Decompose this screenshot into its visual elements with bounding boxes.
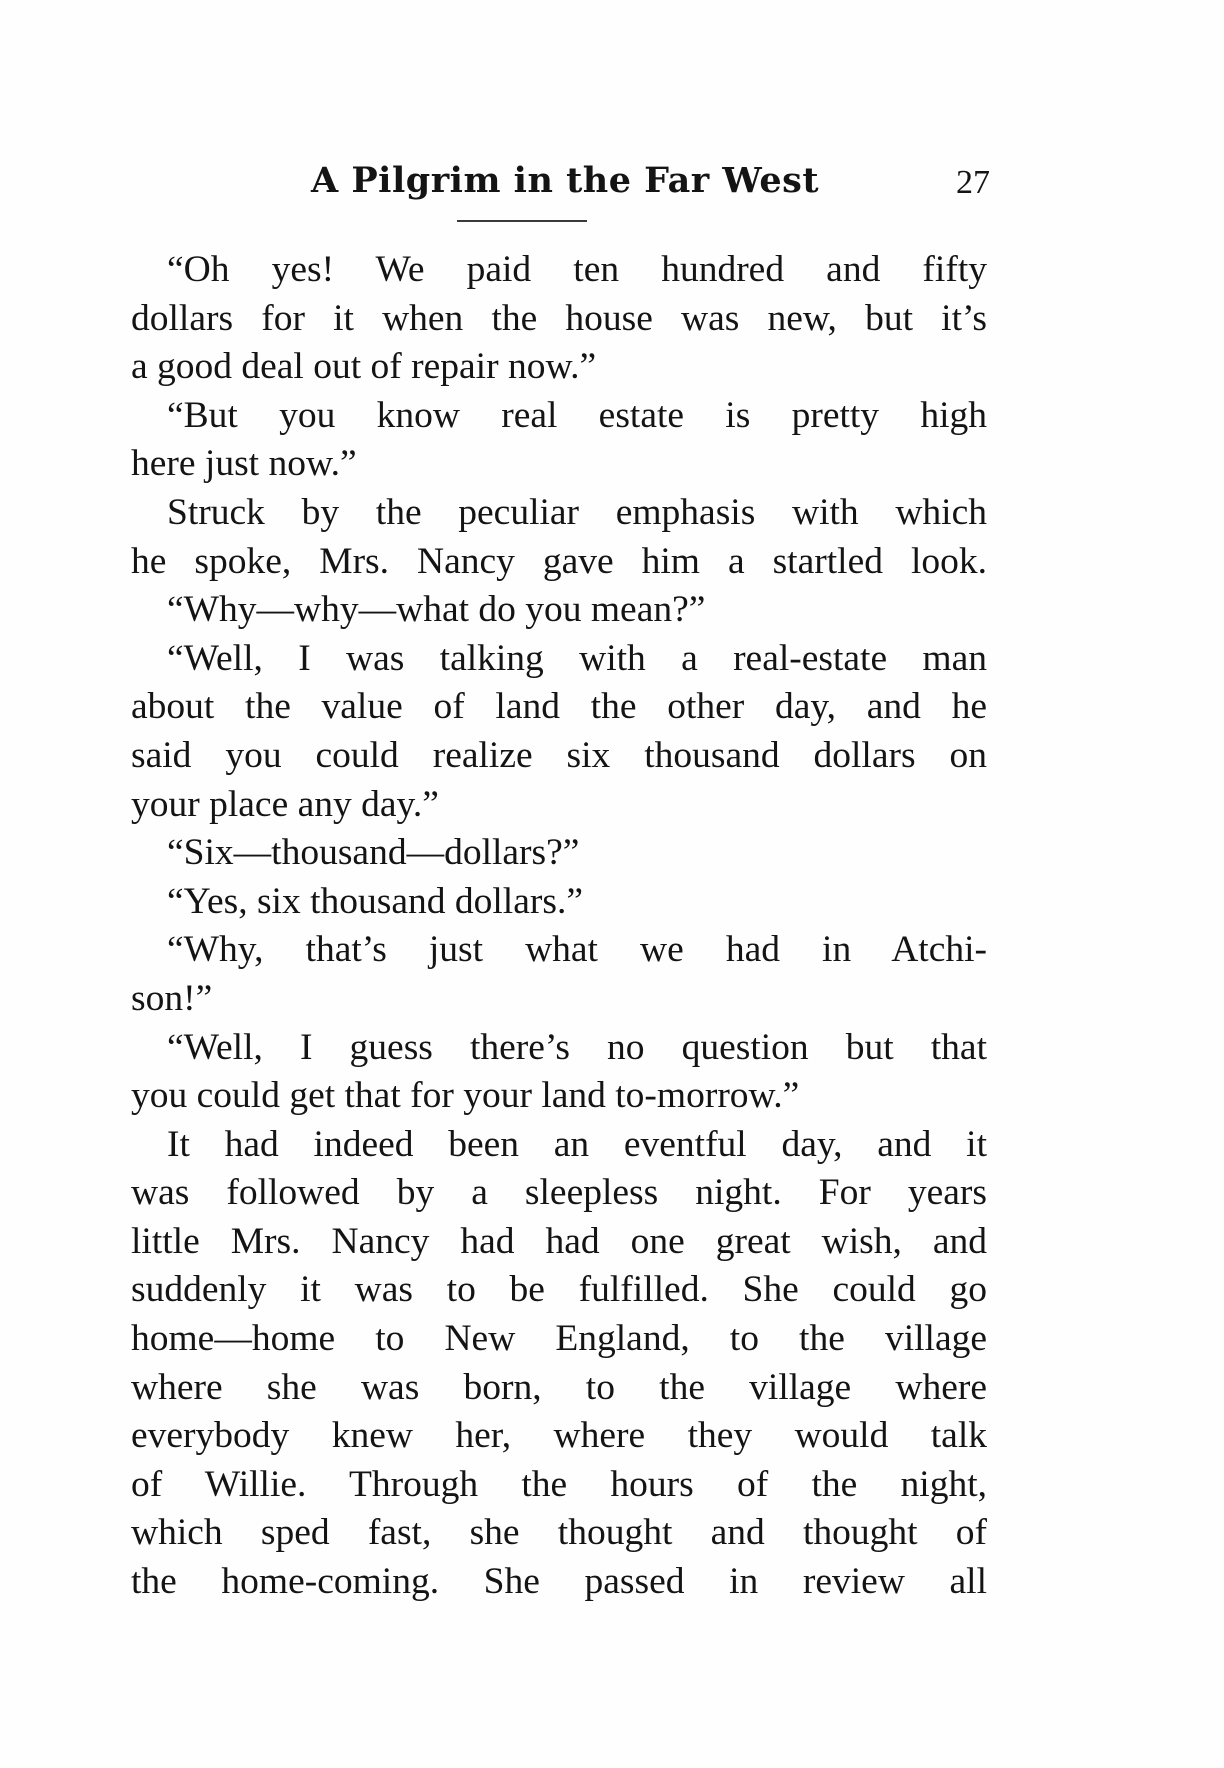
text-line: “Yes, six thousand dollars.” [167,880,583,922]
text-line: a good deal out of repair now.” [131,346,597,388]
text-line: little Mrs. Nancy had had one great wish, and [131,1220,987,1262]
text-line: “Well, I guess there’s no question but that [167,1026,987,1068]
text-line: of Willie. Through the hours of the night, [131,1463,987,1505]
text-line: was followed by a sleepless night. For years [131,1172,987,1214]
text-line: you could get that for your land to-morrow.” [131,1075,800,1117]
text-line: Struck by the peculiar emphasis with which [167,491,987,533]
text-line: “Six—thousand—dollars?” [167,832,580,874]
text-line: he spoke, Mrs. Nancy gave him a startled look. [131,540,987,582]
text-line: where she was born, to the village where [131,1366,987,1408]
text-line: everybody knew her, where they would talk [131,1415,987,1457]
text-line: “Why—why—what do you mean?” [167,589,706,631]
page-number: 27 [956,164,990,201]
text-line: “Well, I was talking with a real-estate man [167,637,987,679]
text-line: “But you know real estate is pretty high [167,394,987,436]
text-line: dollars for it when the house was new, but it’s [131,297,987,339]
text-line: “Why, that’s just what we had in Atchi- [167,929,987,971]
running-head [130,160,990,210]
text-line: “Oh yes! We paid ten hundred and fifty [167,249,987,290]
text-line: which sped fast, she thought and thought of [131,1512,987,1554]
text-line: suddenly it was to be fulfilled. She could go [131,1269,987,1311]
text-line: your place any day.” [131,783,439,825]
text-line: It had indeed been an eventful day, and it [167,1123,987,1165]
body-text [131,246,987,1607]
text-line: son!” [131,977,213,1019]
text-line: said you could realize six thousand dollars on [131,734,987,776]
text-line: home—home to New England, to the village [131,1318,987,1360]
text-line: about the value of land the other day, and he [131,686,987,728]
text-line: the home-coming. She passed in review all [131,1561,987,1603]
text-line: here just now.” [131,443,357,485]
header-rule [457,220,587,222]
running-title: A Pilgrim in the Far West [310,160,819,201]
